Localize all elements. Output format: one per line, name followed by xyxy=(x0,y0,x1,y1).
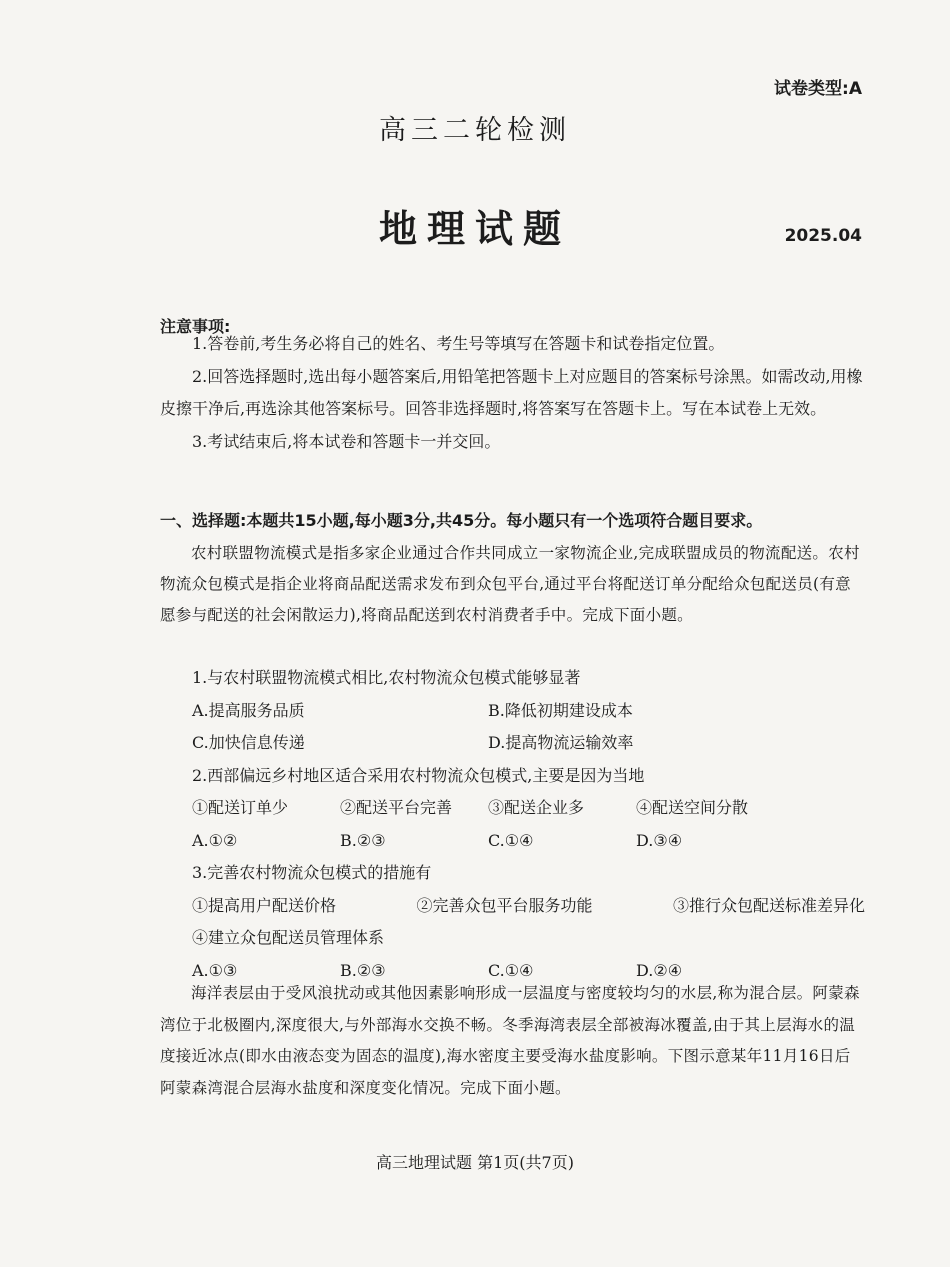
question-2-options xyxy=(160,825,865,858)
option-b: B.②③ xyxy=(340,960,386,980)
statement-1: ①配送订单少 xyxy=(192,798,289,817)
statement-2: ②配送平台完善 xyxy=(340,798,453,817)
option-d: D.②④ xyxy=(636,960,683,980)
reading-material-2: 海洋表层由于受风浪扰动或其他因素影响形成一层温度与密度较均匀的水层,称为混合层。阿蒙森湾位于北极圈内,深度很大,与外部海水交换不畅。冬季海湾表层全部被海冰覆盖,由于其上层海水的温度接近冰点(即水由液态变为固态的温度),海水密度主要受海水盐度影响。下图示意某年11月16日后阿蒙森湾混合层海水盐度和深度变化情况。完成下面小题。 xyxy=(160,984,860,1097)
question-3-stem: 3.完善农村物流众包模式的措施有 xyxy=(192,863,432,882)
question-3-statements xyxy=(160,890,865,923)
statement-3: ③配送企业多 xyxy=(488,798,585,817)
option-a: A.提高服务品质 xyxy=(192,700,305,720)
exam-title: 地理试题 xyxy=(378,206,571,251)
question-1-options-row xyxy=(160,727,865,760)
question-1-options-row xyxy=(160,695,865,728)
option-c: C.①④ xyxy=(488,830,534,850)
statement-2: ②完善众包平台服务功能 xyxy=(416,895,593,915)
question-1-stem: 1.与农村联盟物流模式相比,农村物流众包模式能够显著 xyxy=(192,668,581,687)
question-2-stem: 2.西部偏远乡村地区适合采用农村物流众包模式,主要是因为当地 xyxy=(192,765,645,785)
question-group xyxy=(160,662,865,987)
note-item: 2.回答选择题时,选出每小题答案后,用铅笔把答题卡上对应题目的答案标号涂黑。如需改动,用橡皮擦干净后,再选涂其他答案标号。回答非选择题时,将答案写在答题卡上。写在本试卷上无效。 xyxy=(160,366,863,418)
option-b: B.降低初期建设成本 xyxy=(488,700,633,720)
option-b: B.②③ xyxy=(340,830,386,850)
note-item: 1.答卷前,考生务必将自己的姓名、考生号等填写在答题卡和试卷指定位置。 xyxy=(192,334,725,353)
option-a: A.①③ xyxy=(192,960,238,980)
question-2-statements xyxy=(160,792,865,825)
note-item: 3.考试结束后,将本试卷和答题卡一并交回。 xyxy=(192,431,501,451)
exam-subtitle: 高三二轮检测 xyxy=(379,115,571,146)
option-d: D.提高物流运输效率 xyxy=(488,733,634,752)
option-c: C.①④ xyxy=(488,960,534,980)
statement-4: ④建立众包配送员管理体系 xyxy=(192,928,385,947)
statement-4: ④配送空间分散 xyxy=(636,798,749,817)
exam-date: 2025.04 xyxy=(784,226,862,246)
notes-list xyxy=(160,328,865,458)
option-d: D.③④ xyxy=(636,830,683,850)
page-footer: 高三地理试题 第1页(共7页) xyxy=(376,1153,574,1172)
section-heading: 一、选择题:本题共15小题,每小题3分,共45分。每小题只有一个选项符合题目要求。 xyxy=(160,511,763,530)
paper-type-label: 试卷类型:A xyxy=(774,79,862,99)
reading-material-1: 农村联盟物流模式是指多家企业通过合作共同成立一家物流企业,完成联盟成员的物流配送。农村物流众包模式是指企业将商品配送需求发布到众包平台,通过平台将配送订单分配给众包配送员(有意愿参与配送的社会闲散运力),将商品配送到农村消费者手中。完成下面小题。 xyxy=(160,544,860,624)
option-a: A.①② xyxy=(192,830,238,850)
statement-1: ①提高用户配送价格 xyxy=(192,895,337,915)
notes-heading: 注意事项: xyxy=(160,317,231,336)
option-c: C.加快信息传递 xyxy=(192,733,305,752)
statement-3: ③推行众包配送标准差异化 xyxy=(672,895,865,915)
